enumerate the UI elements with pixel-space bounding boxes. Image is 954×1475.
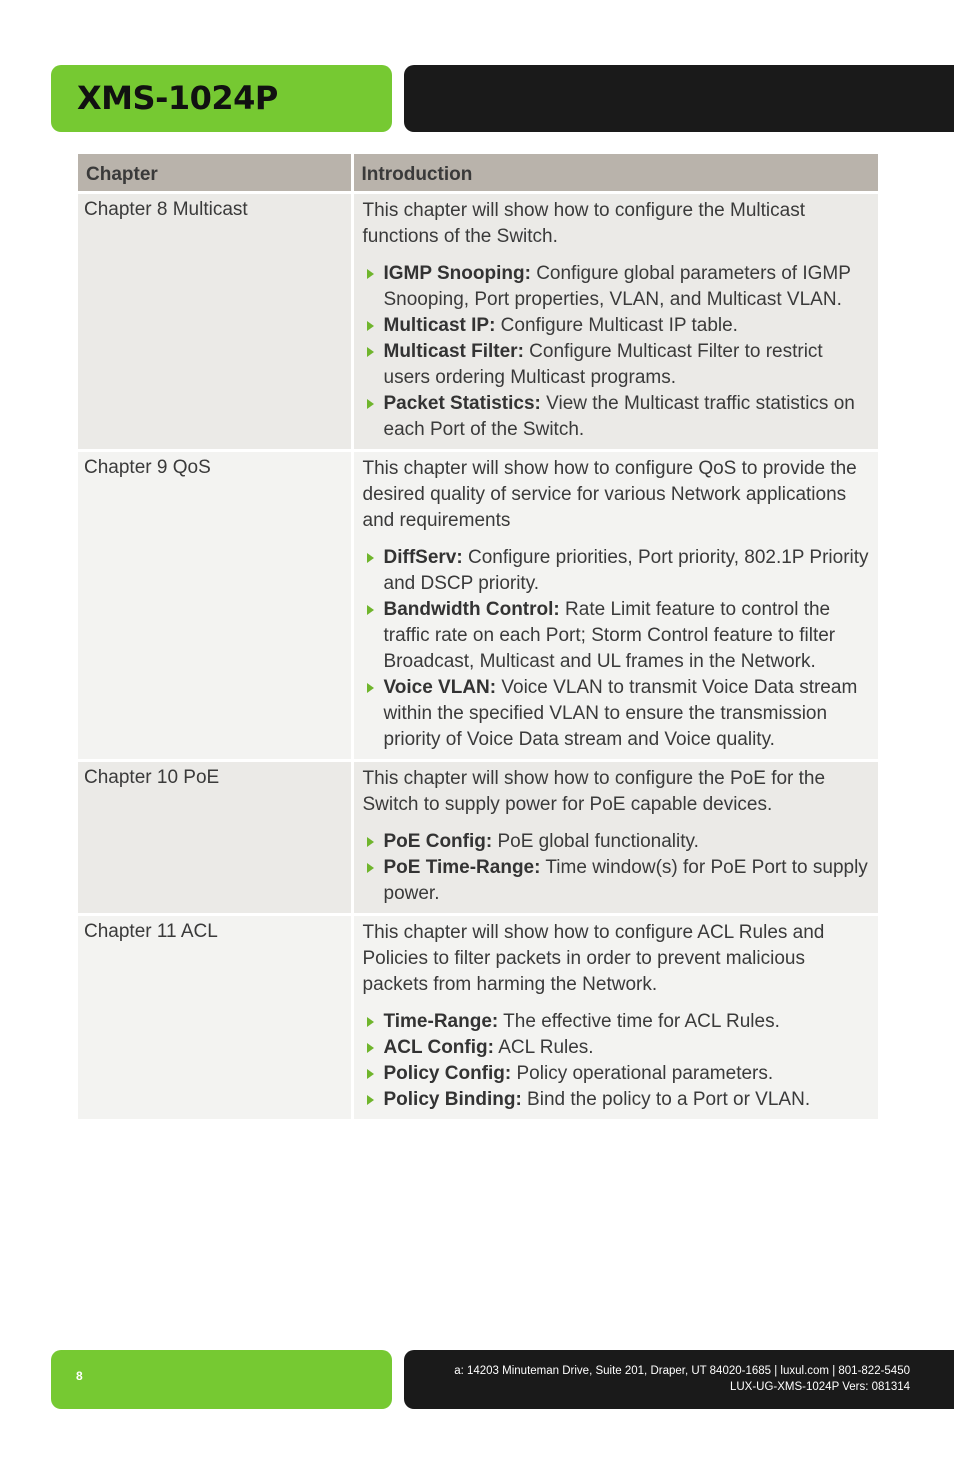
column-header-chapter: Chapter bbox=[78, 154, 352, 193]
column-header-introduction: Introduction bbox=[352, 154, 878, 193]
intro-text: This chapter will show how to configure QoS to provide the desired quality of service for various Network applications and requirements bbox=[362, 458, 857, 531]
footer-page-block bbox=[51, 1350, 392, 1409]
introduction-cell bbox=[352, 193, 878, 451]
feature-term: PoE Time-Range: bbox=[383, 857, 541, 878]
list-item bbox=[363, 1009, 871, 1035]
footer-address: a: 14203 Minuteman Drive, Suite 201, Draper, UT 84020-1685 | luxul.com | 801-822-5450 bbox=[454, 1365, 910, 1377]
page-number: 8 bbox=[76, 1369, 83, 1383]
feature-term: Multicast Filter: bbox=[383, 341, 524, 362]
feature-description: View the Multicast traffic statistics on each Port of the Switch. bbox=[383, 393, 855, 440]
document-title: XMS-1024P bbox=[77, 79, 278, 117]
feature-description: The effective time for ACL Rules. bbox=[498, 1011, 780, 1032]
chapter-cell: Chapter 10 PoE bbox=[78, 761, 352, 915]
feature-term: Multicast IP: bbox=[383, 315, 496, 336]
feature-term: ACL Config: bbox=[383, 1037, 494, 1058]
feature-description: ACL Rules. bbox=[493, 1037, 594, 1058]
chapter-cell: Chapter 9 QoS bbox=[78, 451, 352, 761]
intro-text: This chapter will show how to configure the PoE for the Switch to supply power for PoE capable devices. bbox=[362, 768, 826, 815]
introduction-cell bbox=[352, 451, 878, 761]
intro-text: This chapter will show how to configure the Multicast functions of the Switch. bbox=[362, 200, 805, 247]
list-item bbox=[363, 339, 871, 391]
feature-description: Configure global parameters of IGMP Snooping, Port properties, VLAN, and Multicast VLAN. bbox=[383, 263, 851, 310]
header-title-block bbox=[51, 65, 392, 132]
introduction-cell bbox=[352, 915, 878, 1120]
feature-description: Configure Multicast Filter to restrict users ordering Multicast programs. bbox=[383, 341, 823, 388]
feature-term: Time-Range: bbox=[383, 1011, 499, 1032]
list-item bbox=[363, 1061, 871, 1087]
table-row bbox=[78, 915, 878, 1120]
feature-description: Time window(s) for PoE Port to supply power. bbox=[383, 857, 868, 904]
table-row bbox=[78, 761, 878, 915]
table-row bbox=[78, 451, 878, 761]
list-item bbox=[363, 829, 871, 855]
list-item bbox=[363, 261, 871, 313]
feature-list bbox=[363, 1009, 871, 1113]
intro-text: This chapter will show how to configure ACL Rules and Policies to filter packets in order to prevent malicious packets from harming the Network. bbox=[362, 922, 825, 995]
feature-description: Policy operational parameters. bbox=[511, 1063, 774, 1084]
footer-black-bar bbox=[404, 1350, 954, 1409]
chapter-cell: Chapter 8 Multicast bbox=[78, 193, 352, 451]
header-black-bar bbox=[404, 65, 954, 132]
feature-description: Configure priorities, Port priority, 802.1P Priority and DSCP priority. bbox=[383, 547, 869, 594]
feature-term: IGMP Snooping: bbox=[383, 263, 531, 284]
feature-description: Configure Multicast IP table. bbox=[495, 315, 738, 336]
feature-term: Policy Config: bbox=[383, 1063, 512, 1084]
list-item bbox=[363, 313, 871, 339]
feature-term: Bandwidth Control: bbox=[383, 599, 560, 620]
list-item bbox=[363, 1087, 871, 1113]
feature-description: PoE global functionality. bbox=[492, 831, 699, 852]
feature-description: Bind the policy to a Port or VLAN. bbox=[521, 1089, 811, 1110]
list-item bbox=[363, 391, 871, 443]
feature-list bbox=[363, 261, 871, 443]
feature-term: Policy Binding: bbox=[383, 1089, 522, 1110]
chapter-table bbox=[78, 154, 878, 1119]
footer-doc-id: LUX-UG-XMS-1024P Vers: 081314 bbox=[729, 1381, 910, 1393]
list-item bbox=[363, 597, 871, 675]
feature-list bbox=[363, 829, 871, 907]
feature-term: Packet Statistics: bbox=[383, 393, 541, 414]
feature-description: Rate Limit feature to control the traffic rate on each Port; Storm Control feature to filter Broadcast, Multicast and UL frames in the Network. bbox=[383, 599, 836, 672]
introduction-cell bbox=[352, 761, 878, 915]
chapter-cell: Chapter 11 ACL bbox=[78, 915, 352, 1120]
list-item bbox=[363, 855, 871, 907]
list-item bbox=[363, 675, 871, 753]
footer-text bbox=[454, 1363, 910, 1395]
feature-term: PoE Config: bbox=[383, 831, 493, 852]
table-row bbox=[78, 193, 878, 451]
feature-list bbox=[363, 545, 871, 753]
feature-term: DiffServ: bbox=[383, 547, 463, 568]
feature-term: Voice VLAN: bbox=[383, 677, 497, 698]
list-item bbox=[363, 1035, 871, 1061]
feature-description: Voice VLAN to transmit Voice Data stream within the specified VLAN to ensure the transmission priority of Voice Data stream and Voice quality. bbox=[383, 677, 858, 750]
list-item bbox=[363, 545, 871, 597]
table-header-row bbox=[78, 154, 878, 193]
